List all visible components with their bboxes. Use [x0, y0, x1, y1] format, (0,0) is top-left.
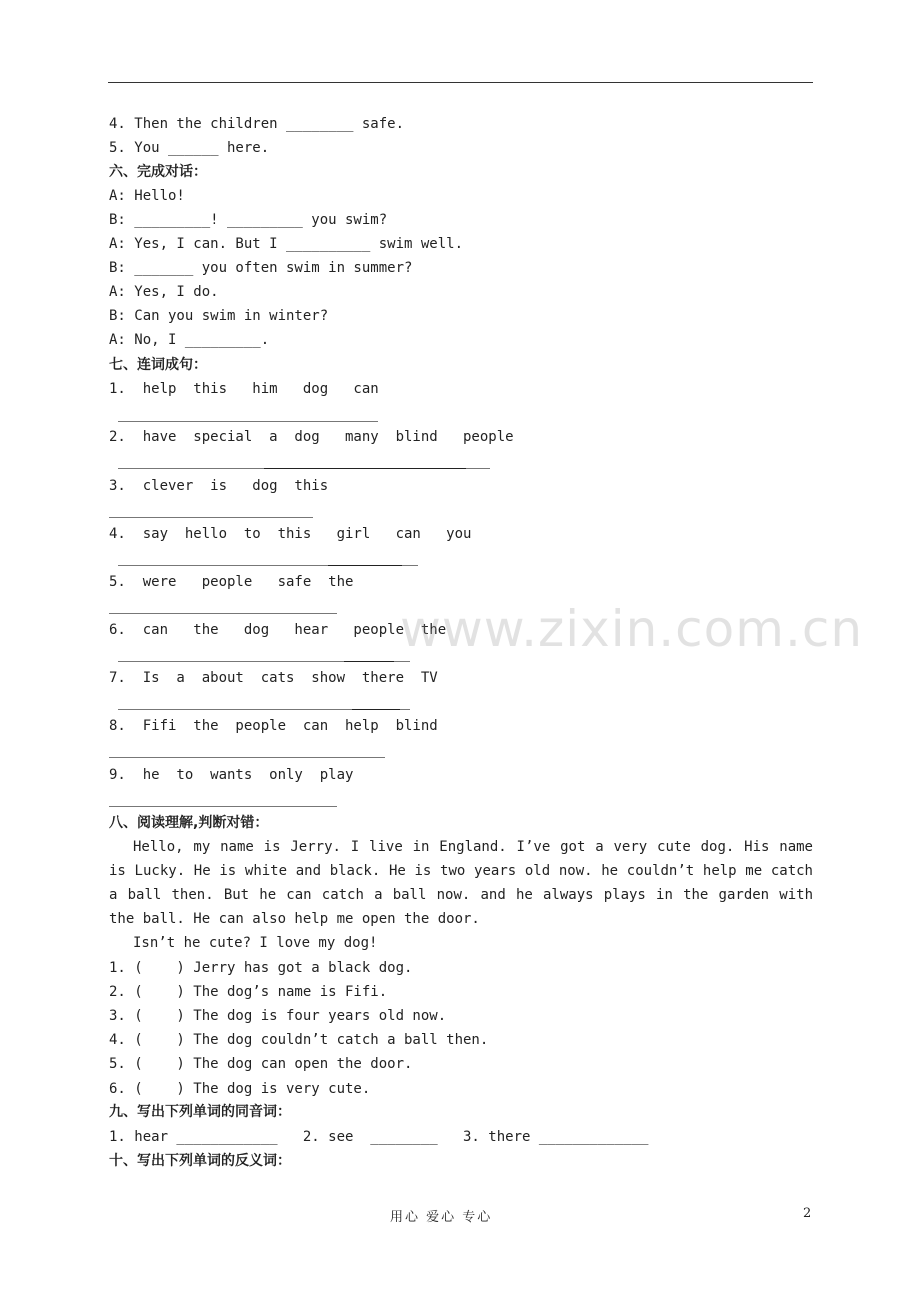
true-false-question: 6. ( ) The dog is very cute.: [109, 1081, 371, 1097]
word-order-item: 1. help this him dog can: [109, 381, 379, 397]
word-order-item: 9. he to wants only play: [109, 767, 354, 783]
word-order-item: 5. were people safe the: [109, 574, 354, 590]
reading-passage-end: [109, 931, 813, 955]
reading-passage-end-text: Isn’t he cute? I love my dog!: [133, 935, 378, 951]
section-9-heading: 九、写出下列单词的同音词：: [109, 1104, 291, 1120]
answer-line: [109, 517, 313, 518]
watermark: www.zixin.com.cn: [400, 600, 864, 658]
homophone-line: 1. hear ____________ 2. see ________ 3. there _____________: [109, 1129, 649, 1145]
true-false-question: 4. ( ) The dog couldn’t catch a ball then.: [109, 1032, 489, 1048]
true-false-question: 3. ( ) The dog is four years old now.: [109, 1008, 447, 1024]
true-false-question: 1. ( ) Jerry has got a black dog.: [109, 960, 413, 976]
dialogue-line: A: Hello!: [109, 188, 185, 204]
fill-line-4: 4. Then the children ________ safe.: [109, 116, 405, 132]
header-rule: [108, 82, 813, 83]
true-false-question: 2. ( ) The dog’s name is Fifi.: [109, 984, 388, 1000]
dialogue-line: A: Yes, I can. But I __________ swim well.: [109, 236, 464, 252]
word-order-item: 4. say hello to this girl can you: [109, 526, 472, 542]
word-order-item: 8. Fifi the people can help blind: [109, 718, 438, 734]
dialogue-line: A: Yes, I do.: [109, 284, 219, 300]
answer-line: [118, 421, 378, 422]
dialogue-line: B: Can you swim in winter?: [109, 308, 329, 324]
true-false-question: 5. ( ) The dog can open the door.: [109, 1056, 413, 1072]
page-number: 2: [803, 1206, 812, 1221]
answer-line: [118, 565, 418, 566]
reading-passage-text: Hello, my name is Jerry. I live in England. I’ve got a very cute dog. His name is Lucky. He is white and black. He is two years old now. he couldn’t help me catch a ball then. But he can catch a ball now. and he always plays in the garden with the ball. He can also help me open the door.: [109, 839, 813, 927]
dialogue-line: A: No, I _________.: [109, 332, 270, 348]
word-order-item: 7. Is a about cats show there TV: [109, 670, 438, 686]
answer-line: [118, 468, 490, 469]
section-8-heading: 八、阅读理解,判断对错：: [109, 815, 269, 831]
fill-line-5: 5. You ______ here.: [109, 140, 270, 156]
word-order-item: 2. have special a dog many blind people: [109, 429, 514, 445]
answer-line: [118, 709, 410, 710]
section-6-heading: 六、完成对话：: [109, 164, 207, 180]
dialogue-line: B: _______ you often swim in summer?: [109, 260, 413, 276]
word-order-item: 6. can the dog hear people the: [109, 622, 447, 638]
answer-line: [109, 806, 337, 807]
answer-line: [109, 757, 385, 758]
word-order-item: 3. clever is dog this: [109, 478, 329, 494]
answer-line: [109, 613, 337, 614]
section-7-heading: 七、连词成句：: [109, 357, 207, 373]
reading-passage: [109, 835, 813, 931]
footer-motto: 用心 爱心 专心: [390, 1210, 493, 1225]
answer-line: [118, 661, 410, 662]
section-10-heading: 十、写出下列单词的反义词：: [109, 1153, 291, 1169]
dialogue-line: B: _________! _________ you swim?: [109, 212, 388, 228]
